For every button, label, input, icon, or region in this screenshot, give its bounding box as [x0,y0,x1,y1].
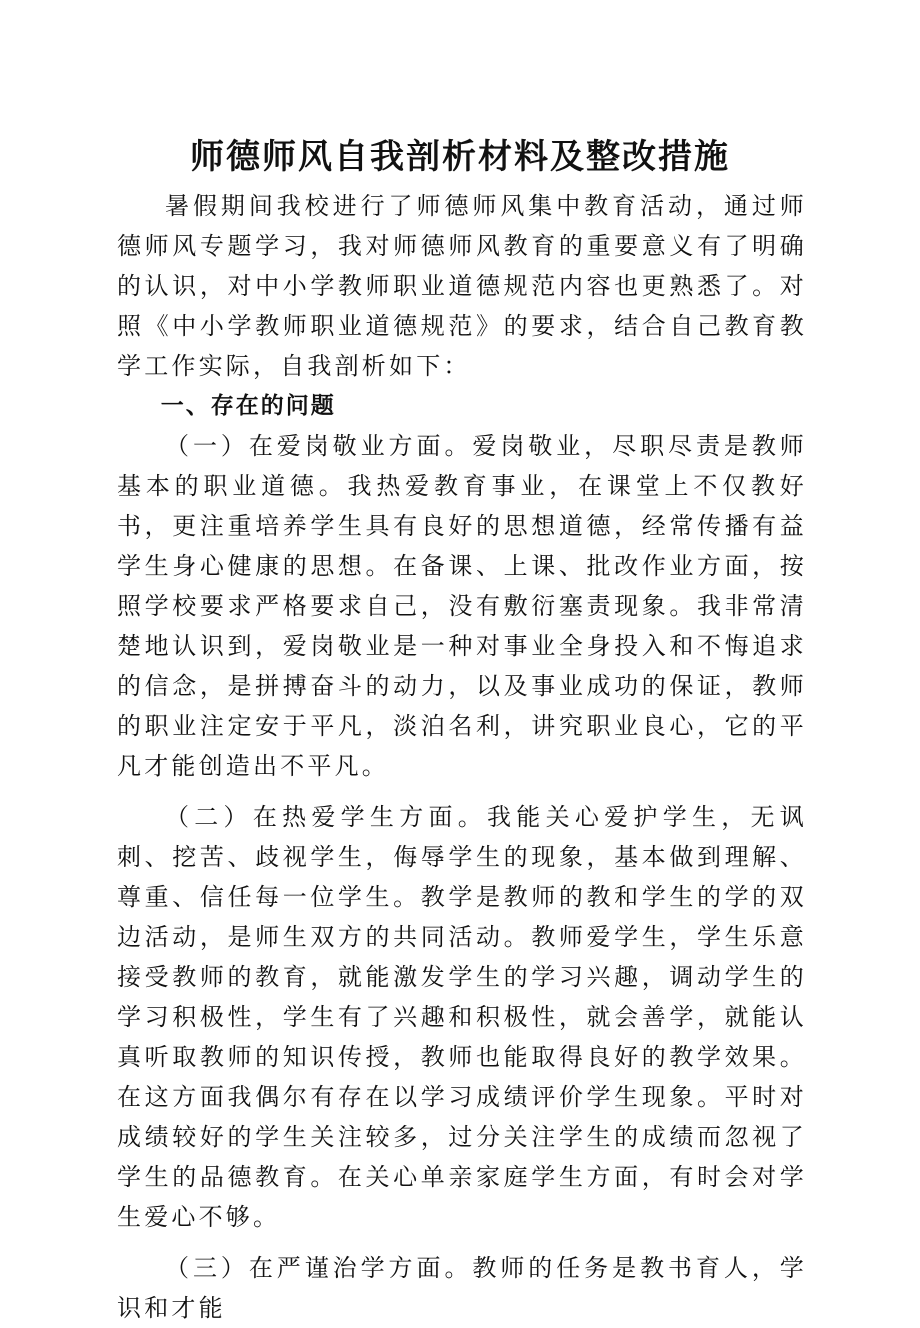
paragraph-yanjin-zhixue: （三）在严谨治学方面。教师的任务是教书育人，学识和才能 [117,1254,807,1322]
paragraph-aigang-jingye: （一）在爱岗敬业方面。爱岗敬业，尽职尽责是教师基本的职业道德。我热爱教育事业，在课堂上不仅教好书，更注重培养学生具有良好的思想道德，经常传播有益学生身心健康的思想。在备课、上课、批改作业方面，按照学校要求严格要求自己，没有敷衍塞责现象。我非常清楚地认识到，爱岗敬业是一种对事业全身投入和不悔追求的信念，是拼搏奋斗的动力，以及事业成功的保证，教师的职业注定安于平凡，淡泊名利，讲究职业良心，它的平凡才能创造出不平凡。 [117,432,807,780]
document-title: 师德师风自我剖析材料及整改措施 [190,137,730,177]
document-body [117,186,807,1328]
section-heading: 一、存在的问题 [160,393,336,419]
paragraph-reai-xuesheng: （二）在热爱学生方面。我能关心爱护学生，无讽刺、挖苦、歧视学生，侮辱学生的现象，基本做到理解、尊重、信任每一位学生。教学是教师的教和学生的学的双边活动，是师生双方的共同活动。教师爱学生，学生乐意接受教师的教育，就能激发学生的学习兴趣，调动学生的学习积极性，学生有了兴趣和积极性，就会善学，就能认真听取教师的知识传授，教师也能取得良好的教学效果。在这方面我偶尔有存在以学习成绩评价学生现象。平时对成绩较好的学生关注较多，过分关注学生的成绩而忽视了学生的品德教育。在关心单亲家庭学生方面，有时会对学生爱心不够。 [117,803,807,1231]
intro-paragraph: 暑假期间我校进行了师德师风集中教育活动，通过师德师风专题学习，我对师德师风教育的重要意义有了明确的认识，对中小学教师职业道德规范内容也更熟悉了。对照《中小学教师职业道德规范》的要求，结合自己教育教学工作实际，自我剖析如下： [117,192,807,380]
